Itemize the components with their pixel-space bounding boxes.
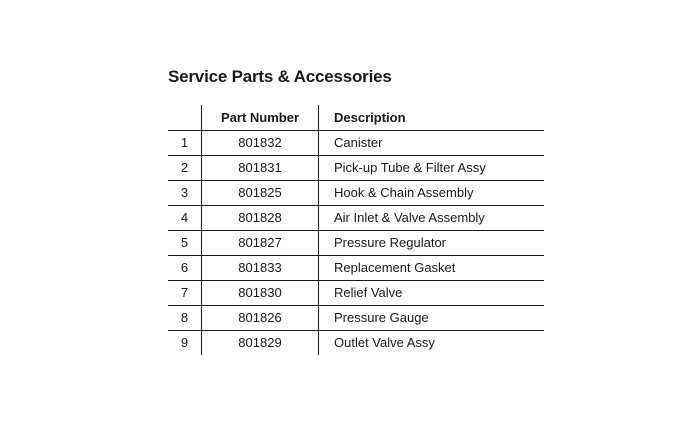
page-title: Service Parts & Accessories <box>168 67 392 86</box>
row-number: 6 <box>168 256 202 281</box>
row-description: Relief Valve <box>319 281 545 306</box>
table-row <box>168 281 544 306</box>
row-number: 7 <box>168 281 202 306</box>
row-number: 3 <box>168 181 202 206</box>
row-description: Air Inlet & Valve Assembly <box>319 206 545 231</box>
row-part-number: 801831 <box>202 156 319 181</box>
row-number: 1 <box>168 131 202 156</box>
table-row <box>168 131 544 156</box>
row-part-number: 801832 <box>202 131 319 156</box>
row-description: Outlet Valve Assy <box>319 331 545 356</box>
table-row <box>168 256 544 281</box>
table-row <box>168 181 544 206</box>
row-description: Pressure Regulator <box>319 231 545 256</box>
header-description: Description <box>319 105 545 131</box>
service-parts-table <box>168 105 544 355</box>
row-number: 2 <box>168 156 202 181</box>
row-part-number: 801829 <box>202 331 319 356</box>
row-description: Pick-up Tube & Filter Assy <box>319 156 545 181</box>
row-description: Pressure Gauge <box>319 306 545 331</box>
row-description: Replacement Gasket <box>319 256 545 281</box>
row-description: Hook & Chain Assembly <box>319 181 545 206</box>
table-body <box>168 131 544 356</box>
table-row <box>168 331 544 356</box>
header-part-number: Part Number <box>202 105 319 131</box>
row-number: 4 <box>168 206 202 231</box>
row-part-number: 801825 <box>202 181 319 206</box>
row-part-number: 801827 <box>202 231 319 256</box>
table-row <box>168 156 544 181</box>
row-number: 9 <box>168 331 202 356</box>
table-row <box>168 206 544 231</box>
header-number <box>168 105 202 131</box>
row-description: Canister <box>319 131 545 156</box>
row-part-number: 801833 <box>202 256 319 281</box>
header-row <box>168 105 544 131</box>
row-part-number: 801826 <box>202 306 319 331</box>
row-number: 8 <box>168 306 202 331</box>
row-part-number: 801830 <box>202 281 319 306</box>
table-row <box>168 231 544 256</box>
row-number: 5 <box>168 231 202 256</box>
row-part-number: 801828 <box>202 206 319 231</box>
table-header <box>168 105 544 131</box>
table-row <box>168 306 544 331</box>
